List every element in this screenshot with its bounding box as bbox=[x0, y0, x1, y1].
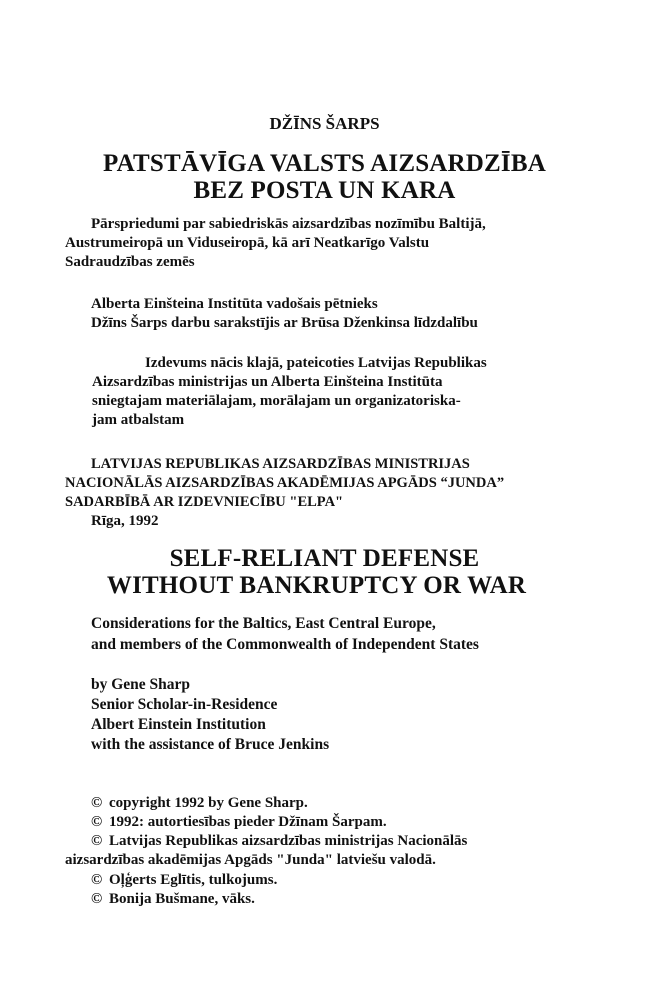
title-english-line-2: WITHOUT BANKRUPTCY OR WAR bbox=[106, 572, 527, 599]
copyright-continuation: aizsardzības akadēmijas Apgāds "Junda" latviešu valodā. bbox=[65, 852, 436, 868]
copyright-symbol-icon: © bbox=[91, 795, 103, 811]
author-english-line-3: Albert Einstein Institution bbox=[91, 716, 266, 733]
copyright-line-2: © 1992: autortiesības pieder Džīnam Šarpam. bbox=[91, 814, 387, 830]
support-latvian-line-1: Izdevums nācis klajā, pateicoties Latvijas Republikas bbox=[145, 355, 487, 371]
copyright-symbol-icon: © bbox=[91, 872, 103, 888]
subtitle-latvian-line-2: Austrumeiropā un Viduseiropā, kā arī Neatkarīgo Valstu bbox=[65, 235, 430, 251]
place-year-latvian: Rīga, 1992 bbox=[91, 513, 159, 529]
title-latvian-line-1: PATSTĀVĪGA VALSTS AIZSARDZĪBA bbox=[103, 150, 546, 177]
copyright-symbol-icon: © bbox=[91, 814, 103, 830]
copyright-line-4: © Oļģerts Eglītis, tulkojums. bbox=[91, 872, 278, 888]
support-latvian-line-4: jam atbalstam bbox=[92, 412, 185, 428]
support-latvian-line-2: Aizsardzības ministrijas un Alberta Einšteina Institūta bbox=[92, 374, 443, 390]
subtitle-english-line-2: and members of the Commonwealth of Independent States bbox=[91, 636, 479, 653]
copyright-symbol-icon: © bbox=[91, 891, 103, 907]
support-latvian-line-3: sniegtajam materiālajam, morālajam un organizatoriska- bbox=[92, 393, 461, 409]
subtitle-latvian-line-1: Pārspriedumi par sabiedriskās aizsardzības nozīmību Baltijā, bbox=[91, 216, 486, 232]
publisher-latvian-line-1: LATVIJAS REPUBLIKAS AIZSARDZĪBAS MINISTRIJAS bbox=[91, 456, 470, 472]
title-english-line-1: SELF-RELIANT DEFENSE bbox=[169, 545, 480, 572]
title-latvian-line-2: BEZ POSTA UN KARA bbox=[193, 177, 456, 204]
subtitle-latvian-line-3: Sadraudzības zemēs bbox=[65, 254, 195, 270]
credit-latvian-line-2: Džīns Šarps darbu sarakstījis ar Brūsa Dženkinsa līdzdalību bbox=[91, 315, 478, 331]
copyright-line-1: © copyright 1992 by Gene Sharp. bbox=[91, 795, 308, 811]
copyright-symbol-icon: © bbox=[91, 833, 103, 849]
author-english-line-4: with the assistance of Bruce Jenkins bbox=[91, 736, 330, 753]
subtitle-english-line-1: Considerations for the Baltics, East Central Europe, bbox=[91, 615, 436, 632]
author-name-latvian: DŽĪNS ŠARPS bbox=[269, 114, 380, 133]
copyright-line-3: © Latvijas Republikas aizsardzības ministrijas Nacionālās bbox=[91, 833, 468, 849]
copyright-line-5: © Bonija Bušmane, vāks. bbox=[91, 891, 255, 907]
publisher-latvian-line-2: NACIONĀLĀS AIZSARDZĪBAS AKADĒMIJAS APGĀDS “JUNDA” bbox=[65, 475, 505, 491]
credit-latvian-line-1: Alberta Einšteina Institūta vadošais pētnieks bbox=[91, 296, 378, 312]
author-english-line-2: Senior Scholar-in-Residence bbox=[91, 696, 278, 713]
publisher-latvian-line-3: SADARBĪBĀ AR IZDEVNIECĪBU "ELPA" bbox=[65, 494, 344, 510]
author-english-line-1: by Gene Sharp bbox=[91, 676, 191, 693]
